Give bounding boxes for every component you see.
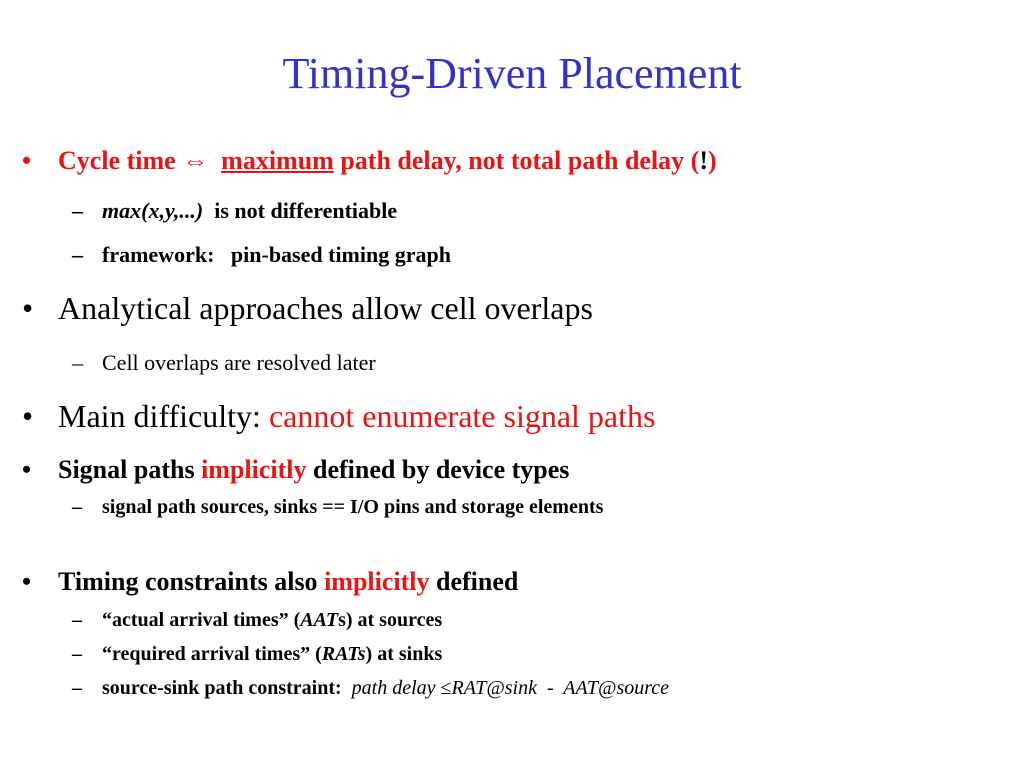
bullet-text: ) bbox=[708, 146, 717, 175]
dash-marker: – bbox=[72, 198, 83, 223]
dash-marker: – bbox=[72, 350, 83, 375]
sub-bullet-math: RATs bbox=[321, 643, 366, 665]
sub-bullet-text: pin-based timing graph bbox=[230, 242, 451, 267]
bullet-timing-constraints bbox=[22, 567, 518, 597]
bullet-text: Signal paths bbox=[58, 455, 195, 484]
sub-bullet-overlaps bbox=[72, 350, 376, 376]
bullet-text: path delay, not total path delay ( bbox=[340, 146, 700, 175]
dash-marker: – bbox=[72, 496, 82, 518]
sub-bullet-text: Cell overlaps are resolved later bbox=[102, 350, 376, 375]
bullet-text: Cycle time bbox=[58, 146, 176, 175]
sub-bullet-text: signal path sources, sinks == I/O pins and storage elements bbox=[102, 496, 604, 518]
bullet-emphasis: implicitly bbox=[201, 455, 307, 484]
bullet-text: Main difficulty: bbox=[58, 398, 261, 434]
sub-bullet-text: source-sink path constraint: bbox=[102, 677, 342, 699]
sub-bullet-aat bbox=[72, 609, 442, 632]
leq-symbol: ≤ bbox=[440, 677, 452, 699]
bullet-marker: • bbox=[22, 290, 34, 326]
bullet-emphasis: implicitly bbox=[324, 567, 430, 596]
bullet-marker: • bbox=[22, 146, 32, 175]
double-arrow-icon: ⇔ bbox=[182, 146, 209, 175]
bullet-cycle-time bbox=[22, 146, 717, 176]
bullet-signal-paths bbox=[22, 455, 569, 485]
sub-bullet-rat bbox=[72, 643, 442, 666]
slide-title: Timing-Driven Placement bbox=[282, 49, 742, 98]
bullet-emphasis: cannot enumerate signal paths bbox=[268, 398, 656, 434]
bullet-marker: • bbox=[22, 398, 34, 434]
bullet-emphasis: maximum bbox=[221, 146, 334, 175]
dash-marker: – bbox=[72, 643, 82, 665]
bullet-text: Analytical approaches allow cell overlaps bbox=[58, 290, 593, 326]
bullet-text: defined bbox=[436, 567, 519, 596]
sub-bullet-framework bbox=[72, 242, 451, 268]
sub-bullet-text: ) at sinks bbox=[365, 643, 443, 665]
bullet-marker: • bbox=[22, 567, 32, 596]
sub-bullet-text: is not differentiable bbox=[214, 198, 398, 223]
sub-bullet-text: framework: bbox=[102, 242, 215, 267]
sub-bullet-text: s) at sources bbox=[338, 609, 443, 631]
sub-bullet-sources-sinks bbox=[72, 496, 603, 519]
sub-bullet-text: “required arrival times” ( bbox=[102, 643, 322, 665]
bullet-marker: • bbox=[22, 455, 32, 484]
bullet-text: ! bbox=[699, 146, 709, 175]
sub-bullet-math: path delay bbox=[351, 677, 436, 699]
bullet-text: Timing constraints also bbox=[58, 567, 318, 596]
sub-bullet-text: “actual arrival times” ( bbox=[102, 609, 301, 631]
bullet-text: defined by device types bbox=[313, 455, 570, 484]
dash-marker: – bbox=[72, 609, 82, 631]
sub-bullet-math: RAT@sink - AAT@source bbox=[451, 677, 670, 699]
dash-marker: – bbox=[72, 242, 83, 267]
sub-bullet-math: max(x,y,...) bbox=[102, 198, 204, 223]
bullet-main-difficulty bbox=[22, 398, 655, 435]
sub-bullet-max bbox=[72, 198, 397, 224]
bullet-analytical bbox=[22, 290, 593, 327]
dash-marker: – bbox=[72, 677, 82, 699]
sub-bullet-path-constraint bbox=[72, 677, 669, 700]
sub-bullet-math: AAT bbox=[300, 609, 339, 631]
